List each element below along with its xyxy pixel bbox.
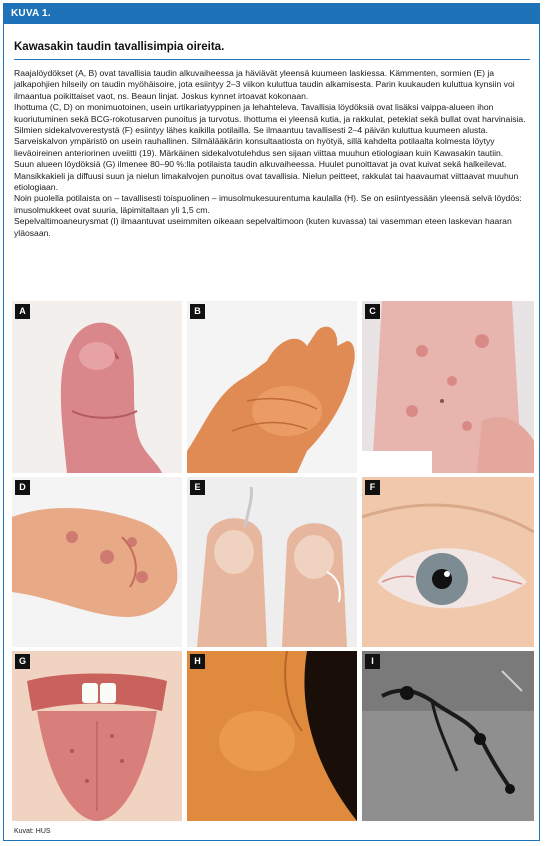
figure-label: KUVA 1.	[11, 8, 51, 19]
photo-label-d: D	[15, 480, 30, 495]
fingertips-photo-icon	[187, 477, 357, 647]
photo-label-g: G	[15, 654, 30, 669]
photo-a-foot	[12, 301, 182, 473]
figure-box	[3, 3, 540, 841]
paragraph-lymph: Noin puolella potilaista on – tavallisesti toispuolinen – imusolmukesuurentuma kaulalla (H). Se on esiintyessään yleensä selvä löydös: imusolmukkeet ovat suuria, läpimitaltaan yli 1,5 cm.	[14, 193, 522, 215]
photo-f-eye	[362, 477, 534, 647]
photo-label-c: C	[365, 304, 380, 319]
photo-label-b: B	[190, 304, 205, 319]
paragraph-aneurysm: Sepelvaltimoaneurysmat (I) ilmaantuvat useimmiten oikeaan sepelvaltimoon (kuten kuvassa) tai vasemman eteen laskevan haaran yläosaan.	[14, 216, 512, 238]
photo-label-h: H	[190, 654, 205, 669]
photo-label-i: I	[365, 654, 380, 669]
photo-g-tongue	[12, 651, 182, 821]
photo-h-neck	[187, 651, 357, 821]
eye-photo-icon	[362, 477, 534, 647]
photo-d-arm-rash	[12, 477, 182, 647]
palm-photo-icon	[187, 301, 357, 473]
figure-caption-text	[14, 68, 534, 239]
paragraph-limbs: Raajalöydökset (A, B) ovat tavallisia taudin alkuvaiheessa ja häviävät yleensä kuumeen laskiessa. Kämmenten, sormien (E) ja jalkapohjien hilseily on taudin myöhäisoire, jota esiintyy 2–3 viikon kuluttua taudin alkamisesta. Parin kuukauden kuluttua kynsiin voi ilmaantua poikittaiset vaot, ns. Beaun linjat. Joskus kynnet irtoavat kokonaan.	[14, 68, 515, 101]
paragraph-eyes: Silmien sidekalvoverestystä (F) esiintyy lähes kaikilla potilailla. Se ilmaantuu tavallisesti 2–4 päivän kuluttua kuumeen alusta. Sarveiskalvon ympäristö on usein rauhallinen. Silmälääkärin konsultaatiosta on hyötyä, sillä kahdelta potilaalta kolmesta löytyy lieväoireinen anteriorinen uveiitti (19). Märkäinen sidekalvotulehdus sen sijaan viittaa muuhun etiologiaan kuin Kawasakin tautiin.	[14, 125, 504, 158]
photo-label-a: A	[15, 304, 30, 319]
photo-i-angiogram	[362, 651, 534, 821]
photo-label-f: F	[365, 480, 380, 495]
arm-rash-photo-icon	[12, 477, 182, 647]
photo-c-rash	[362, 301, 534, 473]
neck-photo-icon	[187, 651, 357, 821]
tongue-photo-icon	[12, 651, 182, 821]
paragraph-rash: Ihottuma (C, D) on monimuotoinen, usein urtikariatyyppinen ja lehahteleva. Tavallisia löydöksiä ovat lisäksi vaippa-alueen ihon kuoriutuminen sekä BCG-rokotusarven punoitus ja turvotus. Ihottuma ei yleensä kutia, ja rakkulat, petekiat sekä bullat ovat harvinaisia.	[14, 102, 526, 124]
photo-credit: Kuvat: HUS	[14, 828, 51, 835]
rash-photo-icon	[362, 301, 534, 473]
photo-label-e: E	[190, 480, 205, 495]
photo-e-fingertips	[187, 477, 357, 647]
photo-b-palm	[187, 301, 357, 473]
paragraph-mouth: Suun alueen löydöksiä (G) ilmenee 80–90 %:lla potilaista taudin alkuvaiheessa. Huulet punoittavat ja ovat kuivat sekä halkeilevat. Mansikkakieli ja diffuusi suun ja nielun limakalvojen punoitus ovat tavallisia. Nielun peitteet, rakkulat tai haavaumat viittaavat muuhun etiologiaan.	[14, 159, 519, 193]
figure-title: Kawasakin taudin tavallisimpia oireita.	[14, 41, 225, 53]
angiogram-photo-icon	[362, 651, 534, 821]
figure-header-bar	[4, 4, 539, 24]
title-divider	[14, 59, 530, 60]
foot-photo-icon	[12, 301, 182, 473]
